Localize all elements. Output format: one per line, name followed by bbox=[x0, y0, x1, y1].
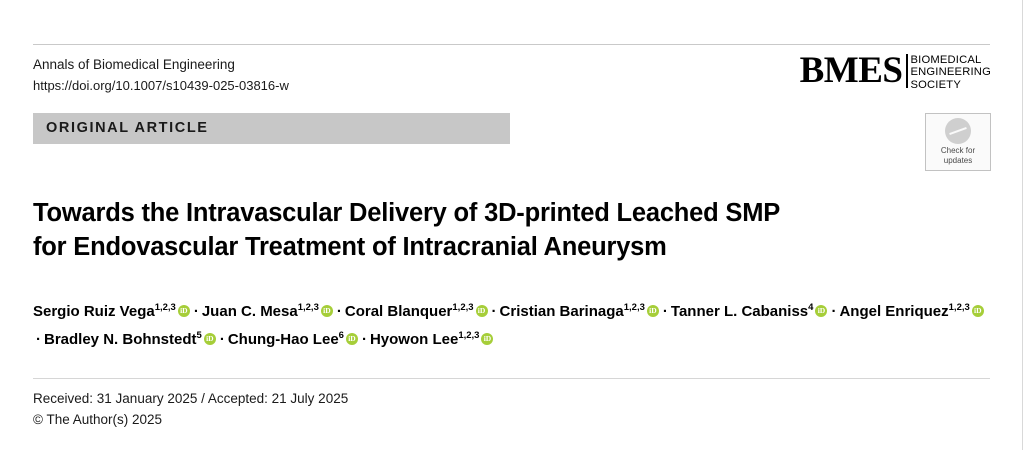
author-separator: · bbox=[336, 303, 342, 320]
publication-dates bbox=[33, 388, 348, 430]
article-type-label: ORIGINAL ARTICLE bbox=[46, 120, 209, 136]
author-name: Sergio Ruiz Vega bbox=[33, 303, 155, 320]
orcid-icon[interactable] bbox=[178, 305, 190, 317]
header-divider bbox=[33, 44, 990, 45]
author-affiliation-marker: 4 bbox=[808, 302, 814, 313]
author-name: Bradley N. Bohnstedt bbox=[44, 331, 197, 348]
author-entry bbox=[370, 331, 495, 348]
author-list bbox=[33, 296, 993, 352]
author-entry bbox=[500, 303, 660, 320]
author-name: Coral Blanquer bbox=[344, 303, 453, 320]
author-entry bbox=[33, 303, 191, 320]
author-affiliation-marker: 1,2,3 bbox=[297, 302, 319, 313]
orcid-icon[interactable] bbox=[972, 305, 984, 317]
orcid-icon[interactable] bbox=[647, 305, 659, 317]
author-name: Chung-Hao Lee bbox=[227, 331, 339, 348]
author-name: Angel Enriquez bbox=[839, 303, 949, 320]
author-separator: · bbox=[491, 303, 497, 320]
author-name: Tanner L. Cabaniss bbox=[670, 303, 809, 320]
author-affiliation-marker: 1,2,3 bbox=[623, 302, 645, 313]
page-title-line2: for Endovascular Treatment of Intracranial Aneurysm bbox=[33, 233, 667, 261]
author-separator: · bbox=[36, 331, 41, 348]
author-entry bbox=[839, 303, 984, 320]
page-title-line1: Towards the Intravascular Delivery of 3D-printed Leached SMP bbox=[33, 199, 781, 227]
orcid-icon[interactable] bbox=[321, 305, 333, 317]
check-for-updates-line2: updates bbox=[943, 155, 973, 165]
bmes-logo-line2: ENGINEERING bbox=[910, 66, 991, 79]
author-entry bbox=[228, 331, 359, 348]
check-for-updates-line1: Check for bbox=[940, 146, 976, 155]
author-affiliation-marker: 1,2,3 bbox=[458, 330, 480, 341]
author-name: Hyowon Lee bbox=[369, 331, 459, 348]
author-affiliation-marker: 1,2,3 bbox=[948, 302, 970, 313]
author-affiliation-marker: 5 bbox=[196, 330, 202, 341]
author-affiliation-marker: 6 bbox=[338, 330, 344, 341]
author-affiliation-marker: 1,2,3 bbox=[452, 302, 474, 313]
crossmark-icon bbox=[945, 118, 971, 144]
bmes-logo-line1: BIOMEDICAL bbox=[910, 54, 982, 66]
author-separator: · bbox=[193, 303, 199, 320]
author-affiliation-marker: 1,2,3 bbox=[154, 302, 176, 313]
orcid-icon[interactable] bbox=[481, 333, 493, 345]
bmes-logo-mark: BMES bbox=[800, 52, 911, 90]
check-for-updates-badge[interactable] bbox=[925, 113, 991, 171]
author-separator: · bbox=[662, 303, 668, 320]
journal-name: Annals of Biomedical Engineering bbox=[33, 57, 235, 72]
author-entry bbox=[44, 331, 217, 348]
author-separator: · bbox=[219, 331, 225, 348]
orcid-icon[interactable] bbox=[476, 305, 488, 317]
author-separator: · bbox=[831, 303, 837, 320]
dates-divider bbox=[33, 378, 990, 379]
author-entry bbox=[671, 303, 829, 320]
bmes-logo bbox=[800, 52, 991, 91]
doi-link[interactable]: https://doi.org/10.1007/s10439-025-03816-w bbox=[33, 78, 289, 93]
bmes-logo-line3: SOCIETY bbox=[910, 78, 961, 91]
author-name: Juan C. Mesa bbox=[201, 303, 298, 320]
copyright-line: © The Author(s) 2025 bbox=[33, 412, 163, 427]
orcid-icon[interactable] bbox=[815, 305, 827, 317]
journal-info bbox=[33, 54, 289, 96]
author-entry bbox=[345, 303, 489, 320]
bmes-logo-subtitle bbox=[910, 52, 991, 91]
page-title bbox=[33, 196, 913, 264]
orcid-icon[interactable] bbox=[346, 333, 358, 345]
author-name: Cristian Barinaga bbox=[499, 303, 624, 320]
orcid-icon[interactable] bbox=[204, 333, 216, 345]
author-separator: · bbox=[361, 331, 367, 348]
received-accepted: Received: 31 January 2025 / Accepted: 21 July 2025 bbox=[33, 391, 349, 406]
author-entry bbox=[202, 303, 334, 320]
